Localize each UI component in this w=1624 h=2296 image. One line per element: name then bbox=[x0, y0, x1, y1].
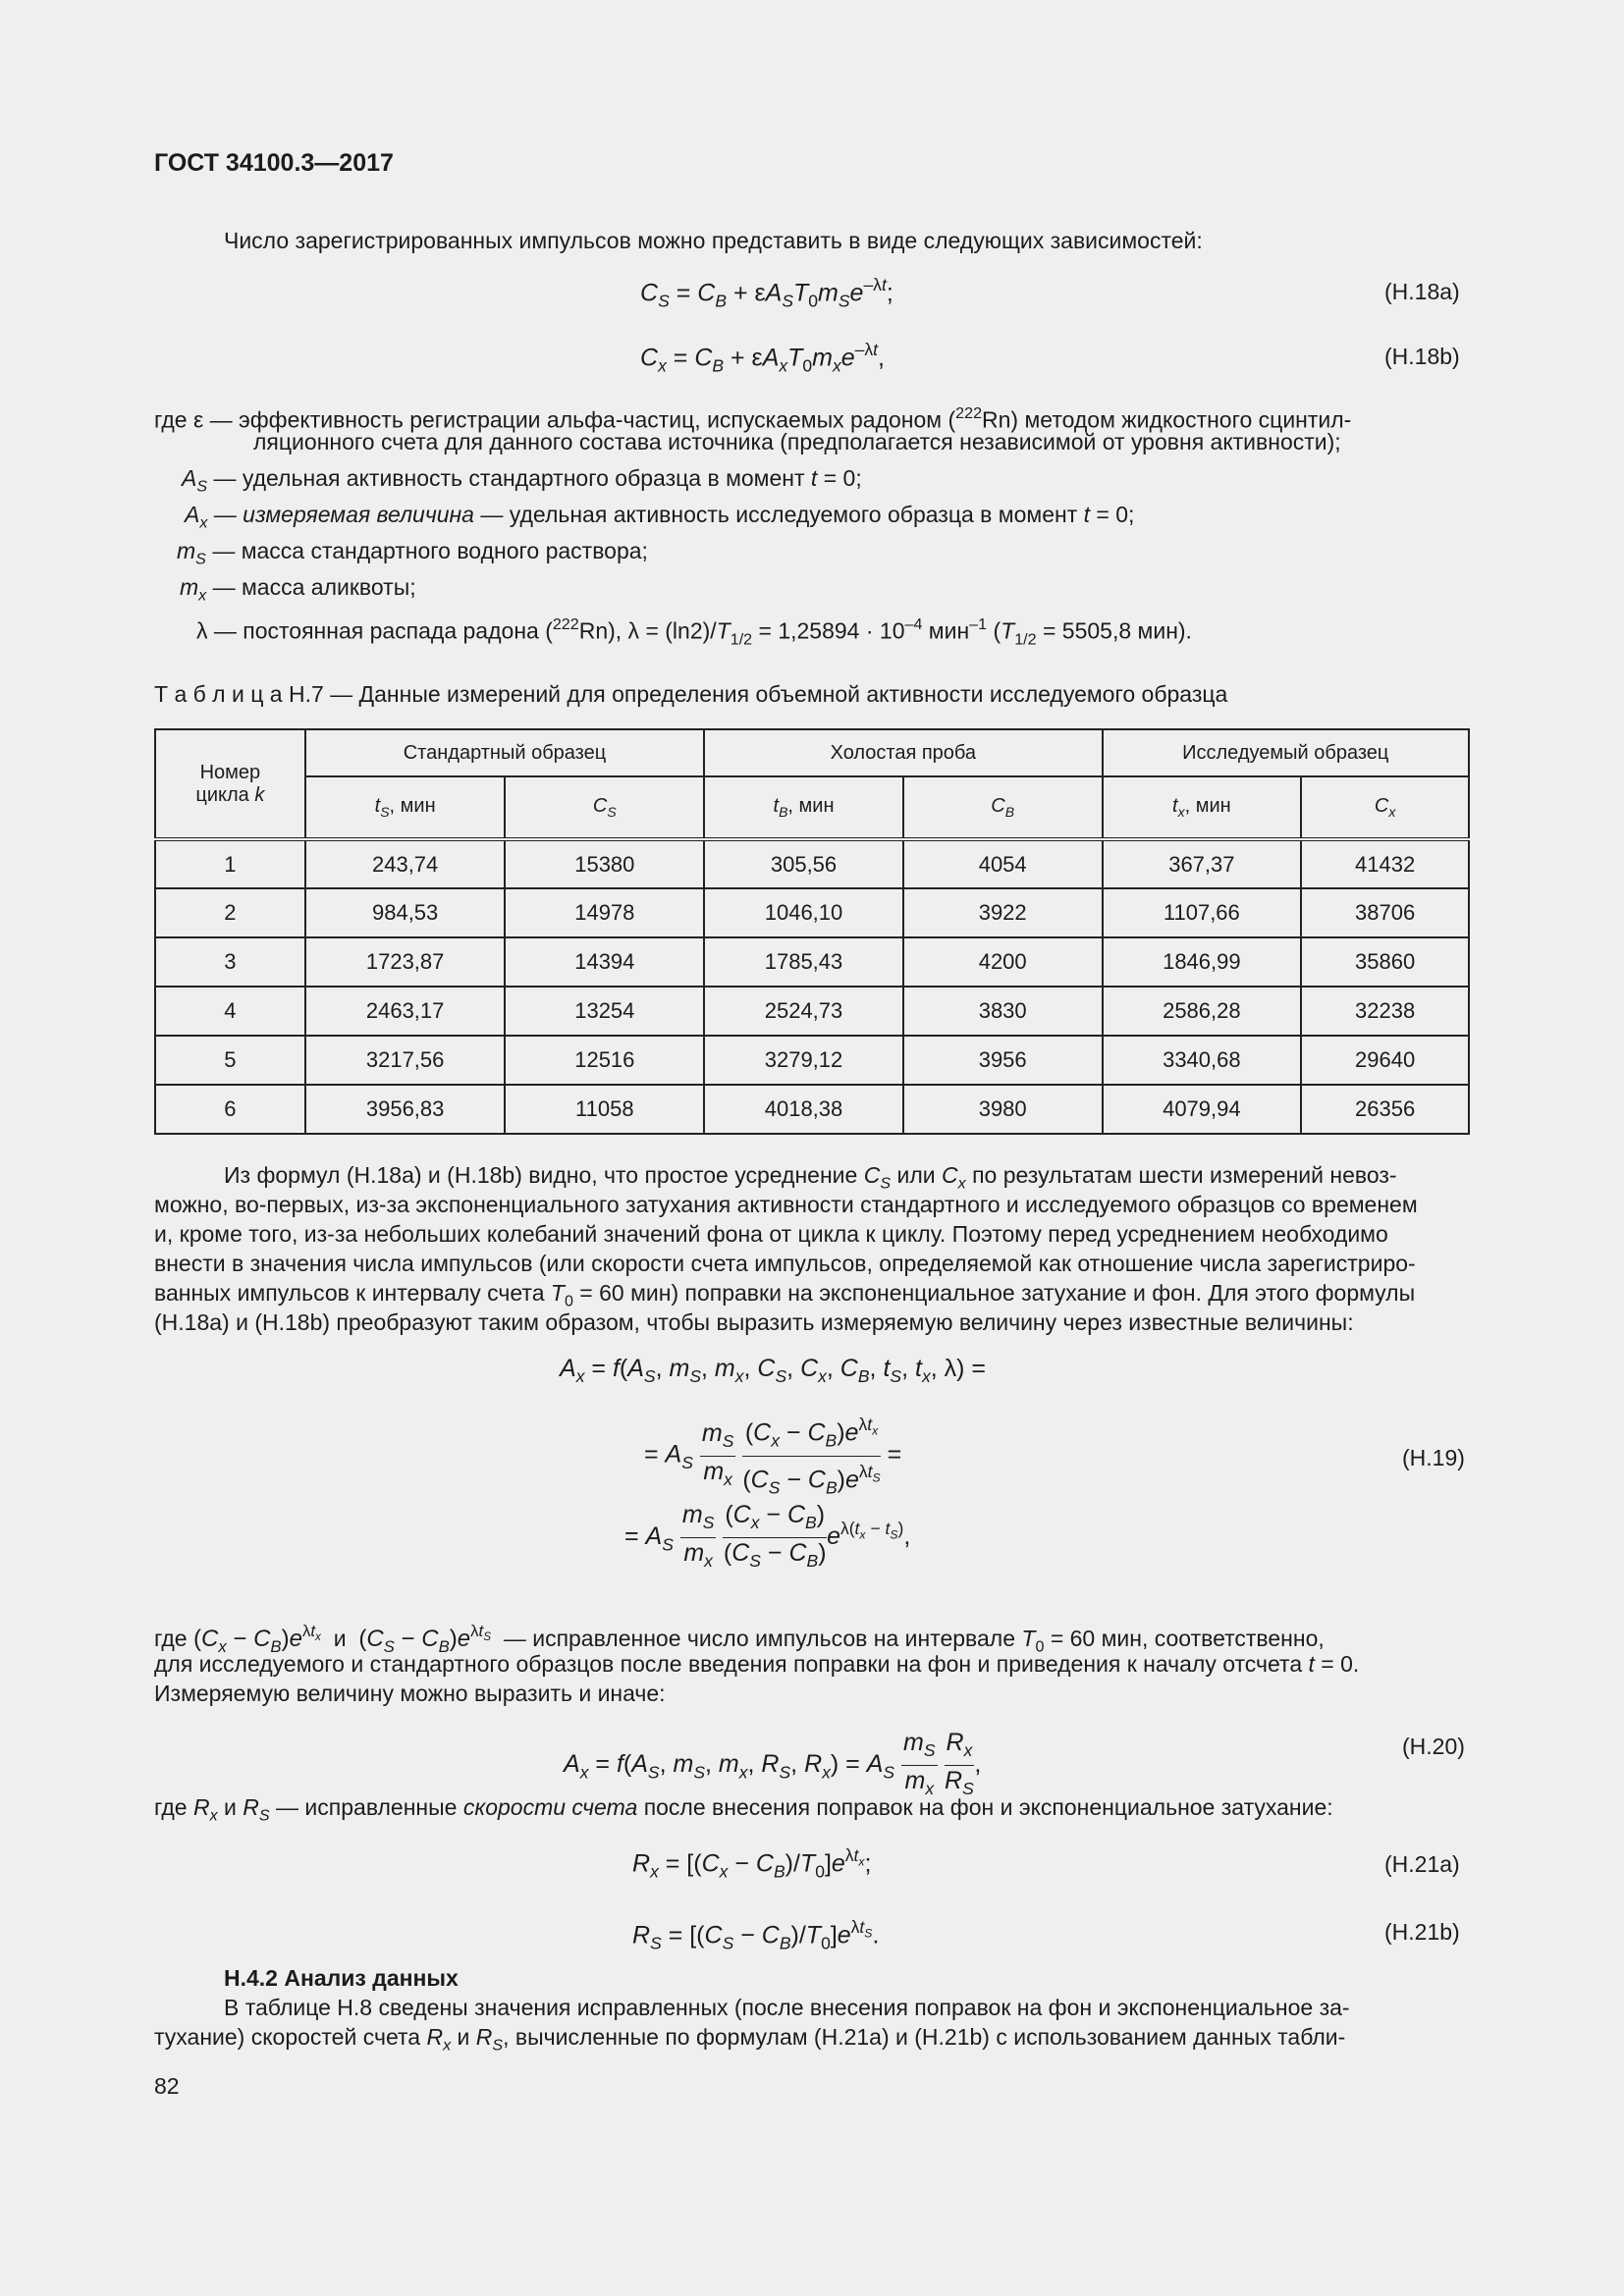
equation-label-h19: (H.19) bbox=[1402, 1445, 1465, 1470]
para1-line2: можно, во-первых, из-за экспоненциального затухания активности стандартного и исследуемого образцов со временем bbox=[154, 1192, 1418, 1217]
table-cell: 984,53 bbox=[305, 888, 506, 937]
table-cell: 4200 bbox=[903, 937, 1103, 987]
table-cell: 3340,68 bbox=[1103, 1036, 1302, 1085]
table-row bbox=[155, 839, 1469, 888]
table-cell: 14394 bbox=[505, 937, 704, 987]
equation-h21b: $R_S = [(C_S - C_B)/T_0]e^{\lambda t_S}$. bbox=[632, 1917, 880, 1953]
def-mx-text: — масса аликвоты; bbox=[212, 574, 416, 600]
para1-line3: и, кроме того, из-за небольших колебаний значений фона от цикла к циклу. Поэтому перед усреднением необходимо bbox=[154, 1221, 1388, 1247]
para2-and: и bbox=[333, 1626, 347, 1652]
table-cell: 38706 bbox=[1301, 888, 1469, 937]
def-as: $A_S$ — удельная активность стандартного образца в момент t = 0; bbox=[182, 465, 862, 496]
para2-line2-tail: = 0. bbox=[1321, 1651, 1360, 1677]
para2-line3: Измеряемую величину можно выразить и иначе: bbox=[154, 1681, 666, 1706]
table-cell: 2463,17 bbox=[305, 987, 506, 1036]
column-header-ts-unit: , мин bbox=[389, 795, 436, 818]
table-cell: 26356 bbox=[1301, 1085, 1469, 1134]
table-row bbox=[155, 1036, 1469, 1085]
para3-italic: скорости счета bbox=[462, 1794, 638, 1820]
para3-where: где bbox=[154, 1794, 188, 1820]
table-cell: 14978 bbox=[505, 888, 704, 937]
table-cell: 1785,43 bbox=[704, 937, 903, 987]
table-cell: 1107,66 bbox=[1103, 888, 1302, 937]
table-cell: 3279,12 bbox=[704, 1036, 903, 1085]
table-cell: 4018,38 bbox=[704, 1085, 903, 1134]
def-lambda-half: = 5505,8 мин). bbox=[1042, 617, 1192, 644]
table-cell: 35860 bbox=[1301, 937, 1469, 987]
table-cell: 2524,73 bbox=[704, 987, 903, 1036]
table-cell: 4054 bbox=[903, 839, 1103, 888]
section-line2b: и bbox=[457, 2024, 470, 2050]
column-header-cycle bbox=[155, 729, 305, 839]
table-cell: 32238 bbox=[1301, 987, 1469, 1036]
def-lambda-exp: –4 bbox=[904, 615, 923, 633]
table-row bbox=[155, 1085, 1469, 1134]
equation-h19-line3: = $A_S$ $\frac{m_S}{m_x}$ $\frac{(C_x - C_B)}{(C_S - C_B)}$ $e^{\lambda(t_x - t_S)}$, bbox=[624, 1501, 911, 1572]
table-cell: 4079,94 bbox=[1103, 1085, 1302, 1134]
table-cell: 3 bbox=[155, 937, 305, 987]
table-cell: 243,74 bbox=[305, 839, 506, 888]
table-row bbox=[155, 888, 1469, 937]
table-cell: 1 bbox=[155, 839, 305, 888]
equation-label-h18a: (H.18a) bbox=[1384, 279, 1460, 304]
equation-h20: $A_x = f(A_S$, $m_S$, $m_x$, $R_S$, $R_x) = A_S$ $\frac{m_S}{m_x}$ $\frac{R_x}{R_S}$ , bbox=[564, 1729, 982, 1799]
def-epsilon-isotope: 222 bbox=[955, 404, 983, 422]
para2-line1: где $(C_x - C_B)e^{\lambda t_x}$ и $(C_S - C_B)e^{\lambda t_S}$ — исправленное число импульсов на интервале $T_0 = 60$ мин, соответственно, bbox=[154, 1622, 1325, 1656]
para1-line5b: = 60 мин) поправки на экспоненциальное затухание и фон. Для этого формулы bbox=[579, 1280, 1416, 1306]
table-caption bbox=[154, 679, 1227, 709]
column-header-ts: $t_S$, мин bbox=[305, 776, 506, 839]
where-label: где bbox=[154, 406, 188, 433]
column-header-cycle-line1: Номер bbox=[199, 761, 261, 783]
def-lambda-unit-exp: –1 bbox=[969, 615, 988, 633]
def-lambda-unit: мин bbox=[928, 617, 970, 644]
table-cell: 2 bbox=[155, 888, 305, 937]
para3-text2: после внесения поправок на фон и экспоненциальное затухание: bbox=[643, 1794, 1333, 1820]
def-ax-italic: измеряемая величина bbox=[243, 502, 474, 527]
para2-line2: для исследуемого и стандартного образцов после введения поправки на фон и приведения к началу отсчета t = 0. bbox=[154, 1651, 1360, 1677]
para1-line5a: ванных импульсов к интервалу счета bbox=[154, 1280, 545, 1306]
table-cell: 6 bbox=[155, 1085, 305, 1134]
def-lambda: λ — постоянная распада радона ($^{222}$Rn), $\lambda = (\ln 2)/T_{1/2} = 1,25894 \cdot 10^{-4}$ мин$^{-1}$ ($T_{1/2} = 5505,8$ мин). bbox=[196, 615, 1192, 649]
equation-label-h21a: (H.21a) bbox=[1384, 1851, 1460, 1877]
document-header: ГОСТ 34100.3—2017 bbox=[154, 149, 394, 177]
column-header-cycle-k: k bbox=[254, 783, 265, 806]
column-header-tx-unit: , мин bbox=[1184, 795, 1231, 818]
para2-line1-tail: = 60 мин, соответственно, bbox=[1050, 1626, 1325, 1652]
table-cell: 3830 bbox=[903, 987, 1103, 1036]
def-as-text: — удельная активность стандартного образца в момент bbox=[213, 465, 805, 491]
table-cell: 15380 bbox=[505, 839, 704, 888]
def-lambda-val: = 1,25894 · 10 bbox=[758, 617, 905, 644]
section-line1: В таблице H.8 сведены значения исправленных (после внесения поправок на фон и экспоненциальное за- bbox=[224, 1995, 1350, 2020]
equation-h19-line1: $A_x = f(A_S$, $m_S$, $m_x$, $C_S$, $C_x$, $C_B$, $t_S$, $t_x$, λ) = bbox=[560, 1355, 986, 1387]
def-ax-tail: = 0; bbox=[1096, 502, 1135, 527]
def-epsilon-line2: ляционного счета для данного состава источника (предполагается независимой от уровня активности); bbox=[253, 429, 1341, 454]
table-caption-text: H.7 — Данные измерений для определения объемной активности исследуемого образца bbox=[288, 681, 1228, 707]
column-header-tb: $t_B$, мин bbox=[704, 776, 903, 839]
equation-h19-line2: = $A_S$ $\frac{m_S}{m_x}$ $\frac{(C_x - C_B)e^{\lambda t_x}}{(C_S - C_B)e^{\lambda t_S}}$ = bbox=[644, 1410, 901, 1502]
column-header-cycle-line2: цикла bbox=[195, 783, 249, 806]
table-cell: 1846,99 bbox=[1103, 937, 1302, 987]
para3-and: и bbox=[224, 1794, 237, 1820]
table-cell: 41432 bbox=[1301, 839, 1469, 888]
column-group-sample: Исследуемый образец bbox=[1103, 729, 1470, 776]
para2-where: где bbox=[154, 1626, 188, 1652]
para1-line1a: Из формул (H.18a) и (H.18b) видно, что простое усреднение bbox=[224, 1162, 858, 1188]
para2-line2-text: для исследуемого и стандартного образцов после введения поправки на фон и приведения к началу отсчета bbox=[154, 1651, 1303, 1677]
equation-h18a: $C_S = C_B + \varepsilon A_ST_0m_Se^{-\lambda t}$; bbox=[640, 275, 893, 311]
table-cell: 12516 bbox=[505, 1036, 704, 1085]
table-cell: 3956,83 bbox=[305, 1085, 506, 1134]
table-cell: 3980 bbox=[903, 1085, 1103, 1134]
def-ax: $A_x$ — измеряемая величина — удельная активность исследуемого образца в момент t = 0; bbox=[185, 502, 1135, 532]
def-lambda-mid: Rn), λ = (ln2)/ bbox=[578, 617, 717, 644]
table-cell: 4 bbox=[155, 987, 305, 1036]
section-title: H.4.2 Анализ данных bbox=[224, 1965, 459, 1991]
def-epsilon-text: — эффективность регистрации альфа-частиц, испускаемых радоном ( bbox=[209, 406, 956, 433]
table-cell: 5 bbox=[155, 1036, 305, 1085]
para1-line1c: по результатам шести измерений невоз- bbox=[972, 1162, 1397, 1188]
def-mx: $m_x$ — масса аликвоты; bbox=[180, 574, 416, 605]
column-header-tb-unit: , мин bbox=[787, 795, 835, 818]
def-as-tail: = 0; bbox=[823, 465, 862, 491]
intro-text: Число зарегистрированных импульсов можно представить в виде следующих зависимостей: bbox=[224, 228, 1203, 253]
table-cell: 1723,87 bbox=[305, 937, 506, 987]
para3-text1: — исправленные bbox=[276, 1794, 458, 1820]
table-cell: 13254 bbox=[505, 987, 704, 1036]
para1-line6: (H.18a) и (H.18b) преобразуют таким образом, чтобы выразить измеряемую величину через известные величины: bbox=[154, 1309, 1354, 1335]
column-header-cb: $C_B$ bbox=[903, 776, 1103, 839]
equation-label-h20: (H.20) bbox=[1402, 1734, 1465, 1759]
para1-line1b: или bbox=[896, 1162, 936, 1188]
table-cell: 29640 bbox=[1301, 1036, 1469, 1085]
equation-h18b: $C_x = C_B + \varepsilon A_xT_0m_xe^{-\lambda t}$, bbox=[640, 340, 885, 376]
table-cell: 3922 bbox=[903, 888, 1103, 937]
column-header-cx: $C_x$ bbox=[1301, 776, 1469, 839]
def-epsilon: где ε — эффективность регистрации альфа-частиц, испускаемых радоном ($^{222}$Rn) методом жидкостного сцинтил- bbox=[154, 404, 1352, 433]
column-header-cs: $C_S$ bbox=[505, 776, 704, 839]
section-line2: тухание) скоростей счета $R_x$ и $R_S$, вычисленные по формулам (H.21a) и (H.21b) с использованием данных табли- bbox=[154, 2024, 1346, 2055]
def-epsilon-text-end: Rn) методом жидкостного сцинтил- bbox=[982, 406, 1352, 433]
table-cell: 3956 bbox=[903, 1036, 1103, 1085]
def-ms: $m_S$ — масса стандартного водного раствора; bbox=[177, 538, 648, 568]
para3-line: где $R_x$ и $R_S$ — исправленные скорости счета после внесения поправок на фон и экспоненциальное затухание: bbox=[154, 1794, 1333, 1825]
table-cell: 11058 bbox=[505, 1085, 704, 1134]
table-cell: 3217,56 bbox=[305, 1036, 506, 1085]
section-line2a: тухание) скоростей счета bbox=[154, 2024, 421, 2050]
def-ms-text: — масса стандартного водного раствора; bbox=[212, 538, 648, 563]
equation-label-h18b: (H.18b) bbox=[1384, 344, 1460, 369]
page-number: 82 bbox=[154, 2073, 180, 2099]
equation-label-h21b: (H.21b) bbox=[1384, 1919, 1460, 1945]
para2-line1-text: — исправленное число импульсов на интервале bbox=[503, 1626, 1016, 1652]
table-caption-lead: Т а б л и ц а bbox=[154, 681, 283, 707]
column-group-standard: Стандартный образец bbox=[305, 729, 704, 776]
para1-line5: ванных импульсов к интервалу счета $T_0 = 60$ мин) поправки на экспоненциальное затухание и фон. Для этого формулы bbox=[154, 1280, 1416, 1310]
para1-line4: внести в значения числа импульсов (или скорости счета импульсов, определяемой как отношение числа зарегистриро- bbox=[154, 1251, 1416, 1276]
def-lambda-text: — постоянная распада радона ( bbox=[213, 617, 553, 644]
table-cell: 305,56 bbox=[704, 839, 903, 888]
column-header-tx: $t_x$, мин bbox=[1103, 776, 1302, 839]
def-ax-text: — удельная активность исследуемого образца в момент bbox=[480, 502, 1078, 527]
table-row bbox=[155, 937, 1469, 987]
table-cell: 367,37 bbox=[1103, 839, 1302, 888]
column-group-blank: Холостая проба bbox=[704, 729, 1102, 776]
table-cell: 1046,10 bbox=[704, 888, 903, 937]
equation-h21a: $R_x = [(C_x - C_B)/T_0]e^{\lambda t_x}$; bbox=[632, 1845, 872, 1882]
para1-line1: Из формул (H.18a) и (H.18b) видно, что простое усреднение $C_S$ или $C_x$ по результатам шести измерений невоз- bbox=[224, 1162, 1397, 1193]
measurement-table bbox=[154, 728, 1470, 1135]
table-body bbox=[155, 839, 1469, 1134]
section-line2c: , вычисленные по формулам (H.21a) и (H.21b) с использованием данных табли- bbox=[503, 2024, 1346, 2050]
table-cell: 2586,28 bbox=[1103, 987, 1302, 1036]
table-row bbox=[155, 987, 1469, 1036]
